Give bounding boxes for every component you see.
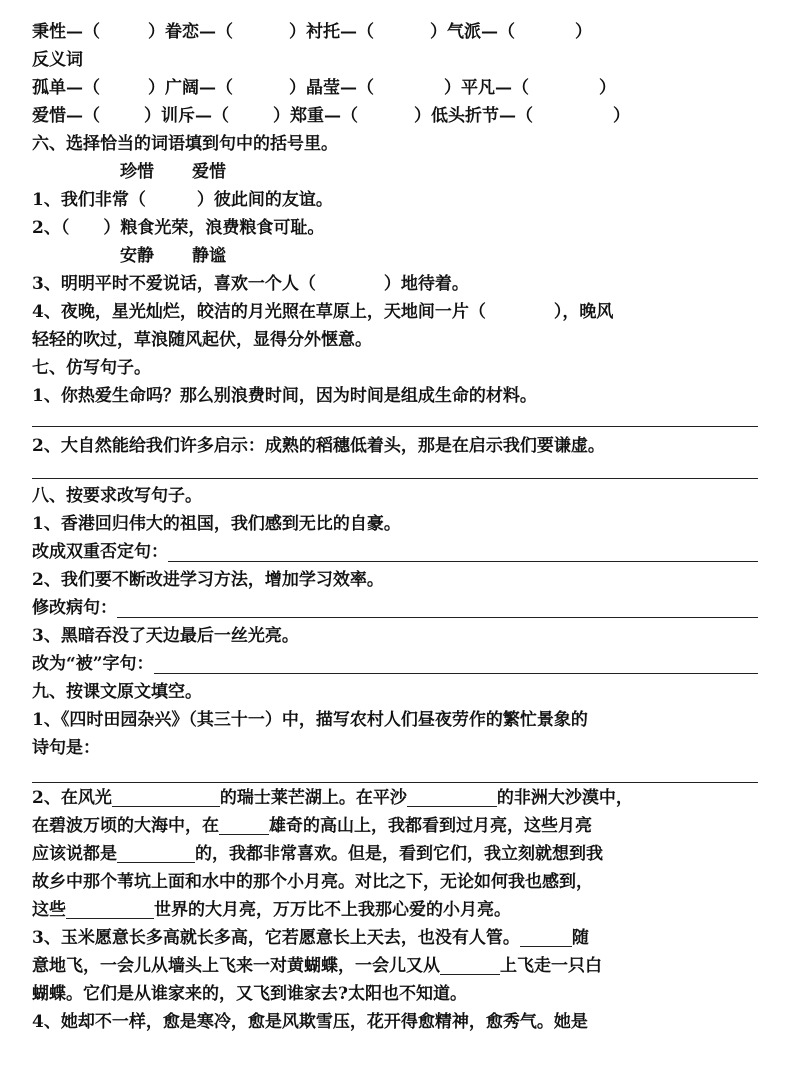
s6-item-4b: 轻轻的吹过，草浪随风起伏，显得分外惬意。: [32, 330, 372, 350]
s9-item-1a: 1、《四时田园杂兴》（其三十一）中，描写农村人们昼夜劳作的繁忙景象的: [32, 710, 588, 730]
word-item: ）: [613, 106, 630, 126]
s9-item-2-line-5: [32, 896, 758, 924]
s9-item-3-line-1: [32, 924, 758, 952]
fill-blank[interactable]: [407, 786, 497, 807]
choice-word: 静谧: [192, 246, 226, 266]
answer-prompt: 修改病句：: [32, 598, 117, 618]
passage-text: 的非洲大沙漠中，: [496, 788, 633, 808]
answer-line[interactable]: [32, 460, 758, 482]
s9-item-3-line-3: 蝴蝶。它们是从谁家来的，又飞到谁家去?太阳也不知道。: [32, 984, 467, 1004]
s8-item-1: 1、香港回归伟大的祖国，我们感到无比的自豪。: [32, 514, 401, 534]
passage-text: 在碧波万顷的大海中，在: [32, 816, 219, 836]
section-9-title: 九、按课文原文填空。: [32, 682, 202, 702]
s7-item-1: 1、你热爱生命吗？那么别浪费时间，因为时间是组成生命的材料。: [32, 386, 537, 406]
choice-word: 珍惜: [120, 162, 154, 182]
s6-item-4a: 4、夜晚，星光灿烂，皎洁的月光照在草原上，天地间一片（ ），晚风: [32, 302, 614, 322]
s9-item-3-line-2: [32, 952, 758, 980]
s6-item-1: 1、我们非常（ ）彼此间的友谊。: [32, 190, 333, 210]
s7-item-2: 2、大自然能给我们许多启示：成熟的稻穗低着头，那是在启示我们要谦虚。: [32, 436, 605, 456]
fill-blank[interactable]: [117, 842, 195, 863]
passage-text: 雄奇的高山上，我都看到过月亮，这些月亮: [269, 816, 592, 836]
word-item: ）: [575, 22, 592, 42]
word-item: ）广阔—（: [148, 78, 233, 98]
word-item: 秉性—（: [32, 22, 100, 42]
fill-blank[interactable]: [440, 954, 500, 975]
word-item: ）平凡—（: [444, 78, 529, 98]
passage-text: 应该说都是: [32, 844, 117, 864]
fill-blank[interactable]: [66, 898, 154, 919]
fill-blank[interactable]: [219, 814, 269, 835]
answer-prompt: 改成双重否定句：: [32, 542, 168, 562]
passage-text: 上飞走一只白: [500, 956, 602, 976]
word-choice-a: [32, 158, 758, 186]
word-item: ）: [599, 78, 616, 98]
s9-item-2-line-1: [32, 784, 758, 812]
s8-item-2: 2、我们要不断改进学习方法，增加学习效率。: [32, 570, 384, 590]
word-item: ）衬托—（: [289, 22, 374, 42]
word-item: ）郑重—（: [273, 106, 358, 126]
answer-prompt: 改为“被”字句：: [32, 654, 154, 674]
word-item: ）晶莹—（: [289, 78, 374, 98]
word-item: ）气派—（: [430, 22, 515, 42]
antonym-row-2: [32, 102, 758, 130]
answer-line[interactable]: [32, 410, 758, 432]
passage-text: 的，我都非常喜欢。但是，看到它们，我立刻就想到我: [195, 844, 603, 864]
answer-line[interactable]: [32, 762, 758, 784]
word-item: ）低头折节—（: [414, 106, 533, 126]
passage-text: 世界的大月亮，万万比不上我那心爱的小月亮。: [154, 900, 511, 920]
word-item: 爱惜—（: [32, 106, 100, 126]
s6-item-3: 3、明明平时不爱说话，喜欢一个人（ ）地待着。: [32, 274, 469, 294]
section-8-title: 八、按要求改写句子。: [32, 486, 202, 506]
s6-item-2: 2、（ ）粮食光荣，浪费粮食可耻。: [32, 218, 325, 238]
section-7-title: 七、仿写句子。: [32, 358, 151, 378]
antonym-row-1: [32, 74, 758, 102]
passage-text: 意地飞，一会儿从墙头上飞来一对黄蝴蝶，一会儿又从: [32, 956, 440, 976]
word-item: ）训斥—（: [144, 106, 229, 126]
passage-text: 的瑞士莱芒湖上。在平沙: [219, 788, 407, 808]
s9-item-4: 4、她却不一样，愈是寒冷，愈是风欺雪压，花开得愈精神，愈秀气。她是: [32, 1012, 588, 1032]
section-6-title: 六、选择恰当的词语填到句中的括号里。: [32, 134, 338, 154]
passage-text: 3、玉米愿意长多高就长多高，它若愿意长上天去，也没有人管。: [32, 928, 520, 948]
choice-word: 安静: [120, 246, 154, 266]
antonym-heading: 反义词: [32, 50, 83, 70]
s9-item-2-line-4: 故乡中那个苇坑上面和水中的那个小月亮。对比之下，无论如何我也感到，: [32, 872, 593, 892]
choice-word: 爱惜: [192, 162, 226, 182]
s9-item-2-line-2: [32, 812, 758, 840]
s8-answer-3[interactable]: [32, 650, 758, 678]
fill-blank[interactable]: [520, 926, 572, 947]
passage-text: 随: [571, 928, 589, 948]
synonym-row-3: [32, 18, 758, 46]
s8-answer-2[interactable]: [32, 594, 758, 622]
answer-line[interactable]: [168, 541, 758, 562]
answer-line[interactable]: [117, 597, 758, 618]
word-item: ）眷恋—（: [148, 22, 233, 42]
s8-item-3: 3、黑暗吞没了天边最后一丝光亮。: [32, 626, 299, 646]
answer-line[interactable]: [154, 653, 758, 674]
passage-text: 2、在风光: [32, 788, 112, 808]
s8-answer-1[interactable]: [32, 538, 758, 566]
fill-blank[interactable]: [112, 786, 220, 807]
s9-item-1b: 诗句是：: [32, 738, 100, 758]
word-item: 孤单—（: [32, 78, 100, 98]
word-choice-b: [32, 242, 758, 270]
s9-item-2-line-3: [32, 840, 758, 868]
passage-text: 这些: [32, 900, 66, 920]
